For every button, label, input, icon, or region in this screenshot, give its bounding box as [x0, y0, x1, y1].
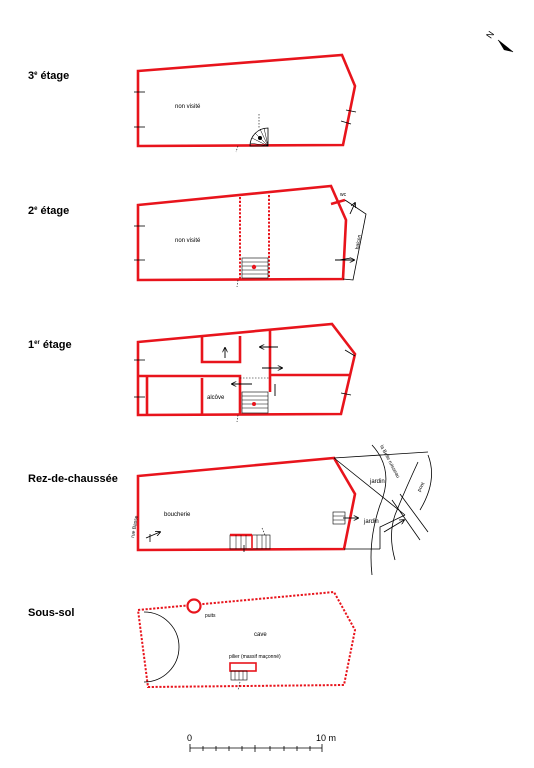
label-puits: puits — [205, 613, 216, 619]
label-pilier: pilier (massif maçonné) — [229, 654, 281, 660]
level-label-3: 3e étage — [28, 70, 70, 82]
label-pont: pont — [416, 481, 427, 493]
label-rue: rue Basse — [130, 515, 140, 539]
scale-end: 10 m — [316, 733, 337, 743]
room-boucherie: boucherie — [164, 512, 191, 518]
north-arrow-icon — [484, 29, 513, 52]
room-wc: wc — [340, 192, 347, 198]
north-letter: N — [484, 29, 497, 41]
scale-start: 0 — [187, 733, 193, 743]
plan-3e-etage — [134, 55, 356, 152]
level-label-rdc: Rez-de-chaussée — [28, 473, 118, 485]
plan-rez-de-chaussee — [130, 444, 432, 575]
plan-1er-etage — [134, 324, 355, 422]
label-riviere: la Belle ruisseau — [378, 444, 401, 480]
label-jardin-1: jardin — [370, 479, 385, 485]
plan-2e-etage — [134, 186, 366, 287]
scale-bar — [187, 733, 336, 752]
room-alcove: alcôve — [207, 395, 225, 401]
level-label-soussol: Sous-sol — [28, 607, 75, 619]
plan-sous-sol — [138, 592, 355, 690]
label-jardin-2: jardin — [364, 519, 379, 525]
level-label-2: 2e étage — [28, 205, 70, 217]
room-cave: cave — [254, 632, 267, 638]
label-balcon: balcon — [354, 234, 363, 250]
room-non-visite-3: non visité — [175, 104, 201, 110]
level-label-1: 1er étage — [28, 339, 72, 351]
room-non-visite-2: non visité — [175, 238, 201, 244]
